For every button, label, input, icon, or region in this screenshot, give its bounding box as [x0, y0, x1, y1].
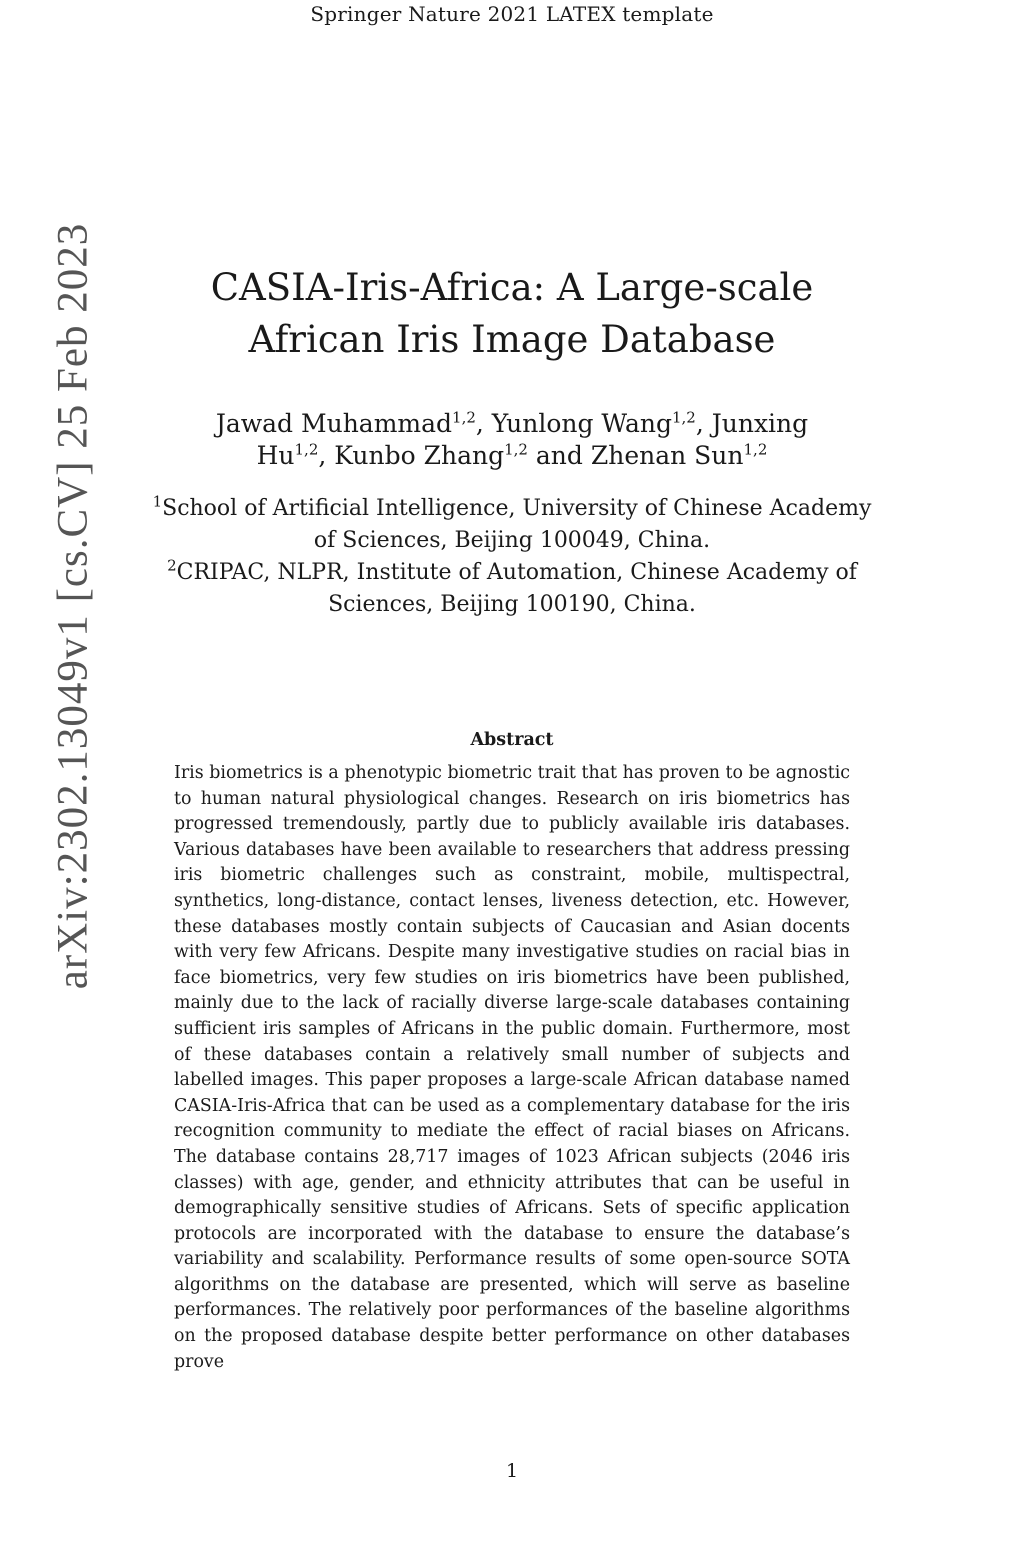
author: Zhenan Sun$^{1,2}$ [590, 440, 768, 470]
abstract-text: Iris biometrics is a phenotypic biometric trait that has proven to be agnostic to human natural physiological changes. Research on iris biometrics has progressed tremendously, partly due to publicly available iris databases. Various databases have been available to researchers that address pressing iris biometric challenges such as constraint, mobile, multispectral, synthetics, long-distance, contact lenses, liveness detection, etc. However, these databases mostly contain subjects of Caucasian and Asian docents with very few Africans. Despite many investigative studies on racial bias in face biometrics, very few studies on iris biometrics have been published, mainly due to the lack of racially diverse large-scale databases containing sufficient iris samples of Africans in the public domain. Furthermore, most of these databases contain a relatively small number of subjects and labelled images. This paper proposes a large-scale African database named CASIA-Iris-Africa that can be used as a complementary database for the iris recognition community to mediate the effect of racial biases on Africans. The database contains 28,717 images of 1023 African subjects (2046 iris classes) with age, gender, and ethnicity attributes that can be useful in demographically sensitive studies of Africans. Sets of specific application protocols are incorporated with the database to ensure the database’s variability and scalability. Performance results of some open-source SOTA algorithms on the database are presented, which will serve as baseline performances. The relatively poor performances of the baseline algorithms on the proposed database despite better performance on other databases prove [174, 763, 850, 1372]
affiliation-1: $^1$School of Artificial Intelligence, University of Chinese Academy of Sciences, Beijing 100049, China. [152, 492, 872, 553]
abstract-heading: Abstract [470, 730, 554, 750]
author: Jawad Muhammad$^{1,2}$, [215, 408, 492, 438]
author-list [200, 408, 824, 472]
affiliation-2: $^2$CRIPAC, NLPR, Institute of Automation, Chinese Academy of Sciences, Beijing 100190, China. [167, 556, 857, 617]
affiliations [145, 493, 879, 621]
arxiv-identifier-stamp: arXiv:2302.13049v1 [cs.CV] 25 Feb 2023 [49, 222, 97, 990]
paper-title: CASIA-Iris-Africa: A Large-scale African Iris Image Database [210, 266, 814, 361]
running-header: Springer Nature 2021 LATEX template [310, 2, 714, 26]
author: Junxing Hu$^{1,2}$, [256, 409, 809, 470]
author: Yunlong Wang$^{1,2}$, [491, 408, 712, 438]
page-number: 1 [505, 1460, 519, 1482]
author: Kunbo Zhang$^{1,2}$ and [334, 440, 591, 470]
